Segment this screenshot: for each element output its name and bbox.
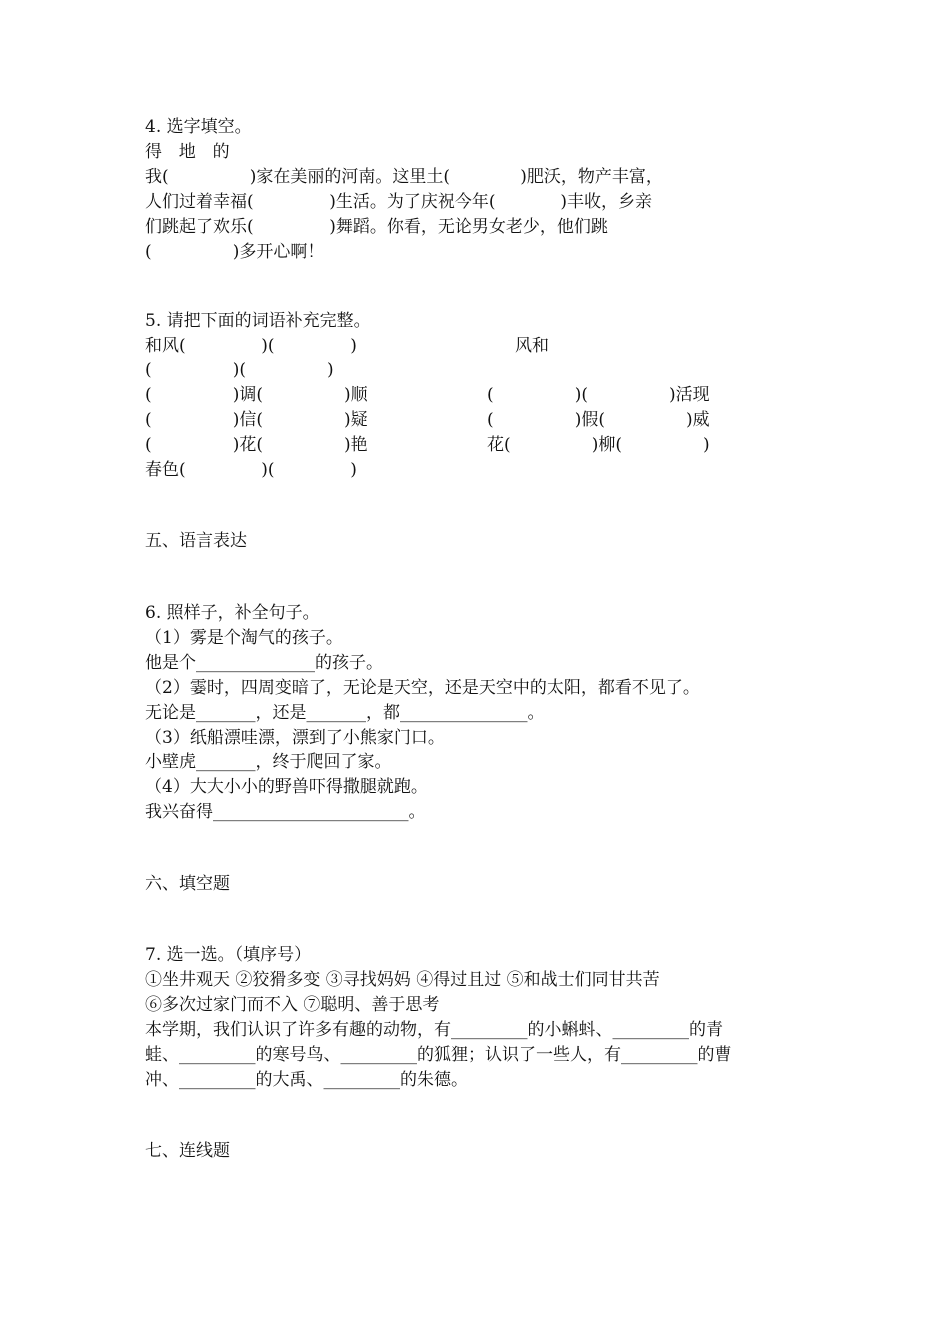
section-heading: 五、语言表达 xyxy=(145,531,247,551)
q5-row-right: ( )假( )威 xyxy=(487,410,710,430)
q7-line: 冲、_________的大禹、_________的朱德。 xyxy=(145,1070,468,1090)
q5-row-right: 花( )柳( ) xyxy=(487,435,710,455)
q5-row-left: ( )调( )顺 xyxy=(145,385,368,405)
q4-choices: 得 地 的 xyxy=(145,142,232,162)
q6-line: 小壁虎_______，终于爬回了家。 xyxy=(145,752,392,772)
q7-line: 蛙、_________的寒号鸟、_________的狐狸；认识了一些人，有_________的曹 xyxy=(145,1045,732,1065)
q6-line: （1）雾是个淘气的孩子。 xyxy=(145,628,343,648)
q6-line: （4）大大小小的野兽吓得撒腿就跑。 xyxy=(145,777,428,797)
q6-line: 无论是_______，还是_______，都_______________。 xyxy=(145,703,545,723)
q5-title: 5. 请把下面的词语补充完整。 xyxy=(145,311,371,331)
q5-row-left: 和风( )( ) xyxy=(145,336,357,356)
q6-line: 我兴奋得_______________________。 xyxy=(145,802,426,822)
q4-title: 4. 选字填空。 xyxy=(145,117,252,137)
q7-title: 7. 选一选。（填序号） xyxy=(145,945,312,965)
q7-options: ①坐井观天 ②狡猾多变 ③寻找妈妈 ④得过且过 ⑤和战士们同甘共苦 xyxy=(145,970,660,990)
section-heading: 六、填空题 xyxy=(145,874,230,894)
q7-line: 本学期，我们认识了许多有趣的动物，有_________的小蝌蚪、_________的青 xyxy=(145,1020,723,1040)
q6-title: 6. 照样子，补全句子。 xyxy=(145,603,320,623)
q6-line: （3）纸船漂哇漂，漂到了小熊家门口。 xyxy=(145,728,445,748)
q5-row-left: ( )信( )疑 xyxy=(145,410,368,430)
q6-line: 他是个______________的孩子。 xyxy=(145,653,383,673)
q5-row-left: ( )( ) xyxy=(145,360,334,380)
q5-row-right: ( )( )活现 xyxy=(487,385,710,405)
q4-line: 们跳起了欢乐( )舞蹈。你看，无论男女老少，他们跳 xyxy=(145,217,608,237)
q4-line: 人们过着幸福( )生活。为了庆祝今年( )丰收，乡亲 xyxy=(145,192,653,212)
section-heading: 七、连线题 xyxy=(145,1141,230,1161)
q7-options: ⑥多次过家门而不入 ⑦聪明、善于思考 xyxy=(145,995,440,1015)
q6-line: （2）霎时，四周变暗了，无论是天空，还是天空中的太阳，都看不见了。 xyxy=(145,678,700,698)
q4-line: 我( )家在美丽的河南。这里土( )肥沃，物产丰富， xyxy=(145,167,663,187)
q4-line: ( )多开心啊！ xyxy=(145,242,325,262)
q5-row-right: 风和 xyxy=(515,336,549,356)
q5-row-left: 春色( )( ) xyxy=(145,460,357,480)
q5-row-left: ( )花( )艳 xyxy=(145,435,368,455)
